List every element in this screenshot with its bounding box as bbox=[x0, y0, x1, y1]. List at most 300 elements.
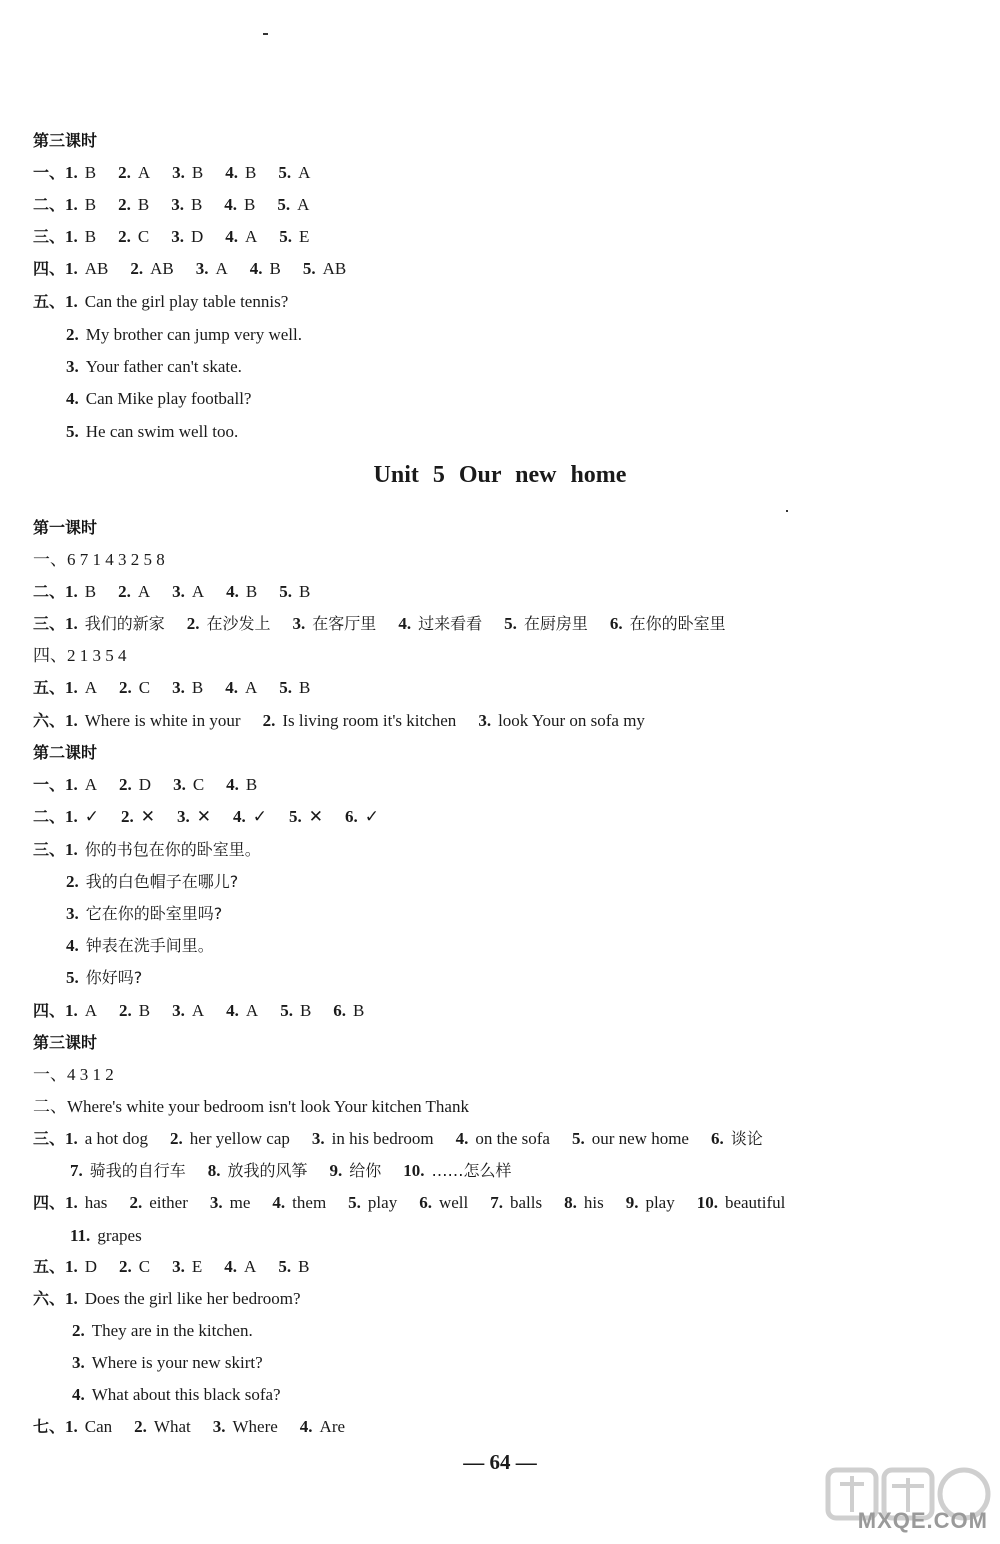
answer-item bbox=[300, 1412, 345, 1442]
answer-text: A bbox=[298, 163, 311, 182]
question-number: 五、 bbox=[33, 292, 66, 311]
answer-item bbox=[65, 254, 108, 284]
answer-item bbox=[272, 1188, 326, 1218]
item-number: 1. bbox=[65, 227, 78, 246]
answer-item bbox=[70, 1156, 186, 1186]
answer-item bbox=[173, 770, 204, 800]
answer-item bbox=[279, 673, 310, 703]
answer-row bbox=[72, 1316, 960, 1346]
answer-item bbox=[65, 1412, 112, 1442]
answer-row bbox=[66, 931, 960, 961]
item-number: 1. bbox=[65, 807, 78, 826]
answer-text: 骑我的自行车 bbox=[89, 1161, 186, 1180]
item-number: 2. bbox=[130, 259, 144, 278]
answer-text: 谈论 bbox=[730, 1129, 763, 1148]
answer-text: B bbox=[84, 163, 97, 182]
answer-text: ✕ bbox=[140, 807, 156, 826]
answer-text: B bbox=[299, 582, 311, 601]
question-number: 二、 bbox=[33, 807, 66, 826]
answer-item bbox=[65, 577, 96, 607]
answer-item bbox=[119, 1252, 150, 1282]
answer-item bbox=[118, 190, 149, 220]
answer-text: A bbox=[244, 678, 258, 697]
item-number: 2. bbox=[118, 582, 131, 601]
item-number: 7. bbox=[70, 1161, 83, 1180]
answer-row bbox=[72, 1380, 960, 1410]
scan-speck bbox=[263, 33, 268, 35]
answer-item bbox=[177, 802, 211, 832]
answer-text: AB bbox=[84, 259, 109, 278]
answer-row bbox=[33, 222, 960, 252]
item-number: 5. bbox=[280, 1001, 293, 1020]
answer-item bbox=[65, 222, 96, 252]
answer-item bbox=[312, 1124, 434, 1154]
answer-item bbox=[171, 222, 203, 252]
answer-text: A bbox=[84, 775, 98, 794]
answer-text: balls bbox=[509, 1193, 543, 1212]
answer-row: 一、6 7 1 4 3 2 5 8 bbox=[33, 550, 165, 569]
item-number: 5. bbox=[279, 582, 293, 601]
answer-text: a hot dog bbox=[84, 1129, 149, 1148]
answer-item bbox=[70, 1221, 142, 1251]
answer-row bbox=[33, 190, 960, 220]
answer-item bbox=[456, 1124, 550, 1154]
item-number: 2. bbox=[186, 614, 200, 633]
answer-row bbox=[33, 706, 960, 736]
item-number: 2. bbox=[118, 163, 131, 182]
answer-item bbox=[419, 1188, 468, 1218]
lesson-heading: 第三课时 bbox=[33, 1033, 98, 1052]
answer-text: A bbox=[84, 678, 98, 697]
item-number: 4. bbox=[66, 389, 79, 408]
answer-text: He can swim well too. bbox=[85, 422, 239, 441]
answer-item bbox=[263, 706, 457, 736]
answer-text: grapes bbox=[97, 1226, 142, 1245]
answer-text: B bbox=[191, 163, 204, 182]
page-number: — 64 — bbox=[463, 1450, 537, 1474]
answer-text: ✕ bbox=[308, 807, 324, 826]
answer-text: 我们的新家 bbox=[84, 614, 165, 633]
answer-item bbox=[65, 996, 97, 1026]
answer-text: C bbox=[192, 775, 205, 794]
item-number: 4. bbox=[455, 1129, 469, 1148]
question-number: 四、 bbox=[33, 259, 66, 278]
item-number: 2. bbox=[66, 872, 79, 891]
item-number: 5. bbox=[302, 259, 316, 278]
answer-item bbox=[121, 802, 155, 832]
answer-text: B bbox=[191, 678, 204, 697]
answer-text: B bbox=[269, 259, 281, 278]
answer-item bbox=[348, 1188, 397, 1218]
answer-row bbox=[33, 609, 960, 639]
answer-item bbox=[130, 254, 173, 284]
answer-text: 它在你的卧室里吗? bbox=[85, 904, 223, 923]
answer-text: his bbox=[583, 1193, 604, 1212]
item-number: 4. bbox=[226, 582, 239, 601]
answer-text: has bbox=[84, 1193, 108, 1212]
answer-text: B bbox=[245, 582, 258, 601]
item-number: 4. bbox=[226, 775, 239, 794]
answer-text: 放我的风筝 bbox=[227, 1161, 308, 1180]
answer-item bbox=[226, 996, 258, 1026]
answer-text: E bbox=[299, 227, 310, 246]
answer-item bbox=[172, 1252, 202, 1282]
answer-text: AB bbox=[150, 259, 174, 278]
answer-row bbox=[33, 1412, 960, 1442]
answer-row bbox=[66, 963, 960, 993]
answer-item bbox=[224, 190, 255, 220]
answer-text: Your father can't skate. bbox=[85, 357, 242, 376]
item-number: 3. bbox=[209, 1193, 223, 1212]
answer-row bbox=[33, 1124, 960, 1154]
answer-item bbox=[172, 996, 204, 1026]
answer-item bbox=[225, 158, 256, 188]
answer-item bbox=[697, 1188, 786, 1218]
answer-row bbox=[33, 577, 960, 607]
answer-text: C bbox=[137, 227, 150, 246]
item-number: 4. bbox=[398, 614, 412, 633]
answer-item bbox=[711, 1124, 763, 1154]
answer-text: A bbox=[245, 1001, 259, 1020]
answer-text: 在客厅里 bbox=[312, 614, 377, 633]
answer-item bbox=[398, 609, 482, 639]
answer-item bbox=[280, 996, 311, 1026]
answer-item bbox=[118, 158, 150, 188]
answer-text: B bbox=[299, 1001, 312, 1020]
answer-item bbox=[172, 673, 203, 703]
item-number: 4. bbox=[224, 195, 238, 214]
answer-text: Where is white in your bbox=[84, 711, 241, 730]
answer-item bbox=[225, 673, 257, 703]
answer-text: A bbox=[84, 1001, 98, 1020]
item-number: 4. bbox=[299, 1417, 313, 1436]
answer-row bbox=[33, 254, 960, 284]
answer-item bbox=[330, 1156, 382, 1186]
answer-text: ✓ bbox=[364, 807, 380, 826]
item-number: 3. bbox=[177, 807, 190, 826]
item-number: 4. bbox=[249, 259, 263, 278]
item-number: 8. bbox=[207, 1161, 221, 1180]
answer-text: Where is your new skirt? bbox=[91, 1353, 263, 1372]
item-number: 3. bbox=[172, 1001, 185, 1020]
answer-item bbox=[119, 673, 150, 703]
question-number: 三、 bbox=[33, 1129, 66, 1148]
item-number: 3. bbox=[171, 227, 184, 246]
item-number: 2. bbox=[262, 711, 276, 730]
question-number: 三、 bbox=[33, 227, 66, 246]
item-number: 5. bbox=[277, 195, 291, 214]
item-number: 1. bbox=[65, 1193, 78, 1212]
item-number: 5. bbox=[571, 1129, 585, 1148]
item-number: 2. bbox=[118, 195, 131, 214]
question-number: 六、 bbox=[33, 711, 66, 730]
item-number: 3. bbox=[172, 582, 185, 601]
item-number: 5. bbox=[348, 1193, 361, 1212]
answer-item bbox=[564, 1188, 604, 1218]
answer-item bbox=[289, 802, 323, 832]
answer-item bbox=[572, 1124, 689, 1154]
answer-text: me bbox=[229, 1193, 251, 1212]
item-number: 5. bbox=[66, 422, 79, 441]
answer-item bbox=[172, 158, 203, 188]
answer-row bbox=[33, 1188, 960, 1218]
answer-row bbox=[66, 867, 960, 897]
answer-item bbox=[65, 802, 99, 832]
item-number: 1. bbox=[65, 614, 78, 633]
item-number: 1. bbox=[65, 1417, 78, 1436]
item-number: 9. bbox=[329, 1161, 343, 1180]
scan-speck bbox=[786, 510, 788, 512]
answer-text: ……怎么样 bbox=[431, 1161, 512, 1180]
item-number: 3. bbox=[72, 1353, 85, 1372]
answer-text: 在你的卧室里 bbox=[629, 614, 726, 633]
answer-text: B bbox=[244, 163, 257, 182]
answer-text: A bbox=[191, 1001, 205, 1020]
item-number: 1. bbox=[65, 1001, 78, 1020]
answer-item bbox=[213, 1412, 278, 1442]
answer-item bbox=[478, 706, 645, 736]
answer-text: A bbox=[191, 582, 205, 601]
question-number: 五、 bbox=[33, 1257, 66, 1276]
answer-item bbox=[187, 609, 271, 639]
answer-item bbox=[119, 996, 150, 1026]
item-number: 1. bbox=[65, 1289, 78, 1308]
item-number: 4. bbox=[272, 1193, 286, 1212]
answer-row bbox=[33, 158, 960, 188]
answer-text: 过来看看 bbox=[418, 614, 483, 633]
item-number: 2. bbox=[170, 1129, 183, 1148]
answer-item bbox=[65, 1188, 107, 1218]
answer-item bbox=[225, 222, 257, 252]
answer-text: They are in the kitchen. bbox=[91, 1321, 253, 1340]
answer-text: Can bbox=[84, 1417, 113, 1436]
item-number: 2. bbox=[119, 678, 132, 697]
answer-item bbox=[303, 254, 346, 284]
answer-item bbox=[172, 577, 204, 607]
answer-text: A bbox=[137, 582, 151, 601]
item-number: 1. bbox=[65, 582, 78, 601]
answer-text: C bbox=[138, 1257, 151, 1276]
item-number: 2. bbox=[134, 1417, 147, 1436]
answer-item bbox=[196, 254, 228, 284]
question-number: 三、 bbox=[33, 840, 66, 859]
answer-text: look Your on sofa my bbox=[498, 711, 645, 730]
item-number: 4. bbox=[224, 1257, 238, 1276]
answer-text: Can the girl play table tennis? bbox=[84, 292, 289, 311]
answer-text: B bbox=[137, 195, 150, 214]
answer-item bbox=[279, 577, 310, 607]
answer-item bbox=[65, 673, 97, 703]
answer-text: our new home bbox=[591, 1129, 689, 1148]
answer-item bbox=[118, 577, 150, 607]
item-number: 6. bbox=[419, 1193, 432, 1212]
answer-text: B bbox=[244, 195, 256, 214]
unit-title: Unit 5 Our new home bbox=[373, 462, 627, 488]
item-number: 6. bbox=[333, 1001, 347, 1020]
answer-item bbox=[293, 609, 377, 639]
answer-item bbox=[226, 770, 257, 800]
answer-text: either bbox=[149, 1193, 188, 1212]
item-number: 2. bbox=[72, 1321, 85, 1340]
answer-item bbox=[250, 254, 281, 284]
answer-text: A bbox=[297, 195, 310, 214]
answer-text: 钟表在洗手间里。 bbox=[85, 936, 214, 955]
answer-item bbox=[65, 1252, 97, 1282]
item-number: 10. bbox=[696, 1193, 718, 1212]
question-number: 二、 bbox=[33, 582, 66, 601]
answer-text: B bbox=[298, 1257, 310, 1276]
answer-item bbox=[490, 1188, 542, 1218]
answer-item bbox=[171, 190, 202, 220]
answer-item bbox=[119, 770, 151, 800]
answer-row bbox=[66, 320, 960, 350]
answer-text: 在厨房里 bbox=[523, 614, 588, 633]
answer-row bbox=[33, 802, 960, 832]
answer-text: her yellow cap bbox=[189, 1129, 290, 1148]
answer-text: B bbox=[190, 195, 203, 214]
answer-item bbox=[224, 1252, 256, 1282]
answer-item bbox=[610, 609, 726, 639]
item-number: 1. bbox=[65, 1257, 78, 1276]
item-number: 1. bbox=[65, 259, 78, 278]
item-number: 1. bbox=[65, 840, 78, 859]
answer-text: B bbox=[84, 195, 97, 214]
item-number: 5. bbox=[278, 163, 292, 182]
item-number: 3. bbox=[66, 904, 79, 923]
item-number: 3. bbox=[171, 195, 184, 214]
answer-text: 你好吗? bbox=[85, 968, 143, 987]
answer-row bbox=[66, 384, 960, 414]
answer-item bbox=[129, 1188, 187, 1218]
answer-text: What about this black sofa? bbox=[91, 1385, 281, 1404]
answer-text: A bbox=[137, 163, 151, 182]
item-number: 2. bbox=[121, 807, 134, 826]
answer-item bbox=[65, 190, 96, 220]
item-number: 3. bbox=[173, 775, 186, 794]
item-number: 3. bbox=[172, 1257, 185, 1276]
item-number: 2. bbox=[119, 1257, 132, 1276]
answer-item bbox=[345, 802, 379, 832]
answer-text: well bbox=[438, 1193, 469, 1212]
item-number: 4. bbox=[226, 1001, 239, 1020]
answer-row bbox=[66, 417, 960, 447]
answer-text: in his bedroom bbox=[331, 1129, 434, 1148]
question-number: 一、 bbox=[33, 163, 66, 182]
answer-text: 在沙发上 bbox=[206, 614, 271, 633]
item-number: 8. bbox=[564, 1193, 577, 1212]
item-number: 6. bbox=[345, 807, 358, 826]
question-number: 五、 bbox=[33, 678, 66, 697]
item-number: 1. bbox=[65, 292, 78, 311]
item-number: 3. bbox=[311, 1129, 325, 1148]
item-number: 1. bbox=[65, 195, 78, 214]
item-number: 4. bbox=[225, 227, 238, 246]
answer-row bbox=[66, 899, 960, 929]
item-number: 2. bbox=[119, 1001, 132, 1020]
item-number: 3. bbox=[292, 614, 306, 633]
item-number: 9. bbox=[625, 1193, 639, 1212]
question-number: 一、 bbox=[33, 775, 66, 794]
item-number: 1. bbox=[65, 711, 78, 730]
answer-text: on the sofa bbox=[475, 1129, 550, 1148]
answer-row bbox=[33, 1284, 960, 1314]
answer-item bbox=[277, 190, 309, 220]
item-number: 2. bbox=[129, 1193, 143, 1212]
item-number: 4. bbox=[72, 1385, 85, 1404]
lesson-heading: 第三课时 bbox=[33, 131, 98, 150]
answer-item bbox=[134, 1412, 191, 1442]
item-number: 5. bbox=[278, 1257, 292, 1276]
answer-row: 四、2 1 3 5 4 bbox=[33, 646, 127, 665]
answer-text: What bbox=[153, 1417, 191, 1436]
answer-item bbox=[333, 996, 364, 1026]
item-number: 1. bbox=[65, 163, 78, 182]
answer-text: E bbox=[191, 1257, 203, 1276]
answer-text: play bbox=[645, 1193, 675, 1212]
answer-item bbox=[208, 1156, 308, 1186]
answer-row: 二、Where's white your bedroom isn't look Your kitchen Thank bbox=[33, 1097, 469, 1116]
answer-item bbox=[170, 1124, 290, 1154]
answer-text: 给你 bbox=[349, 1161, 382, 1180]
item-number: 2. bbox=[119, 775, 132, 794]
answer-row bbox=[66, 352, 960, 382]
item-number: 6. bbox=[609, 614, 623, 633]
answer-text: 我的白色帽子在哪儿? bbox=[85, 872, 239, 891]
answer-item bbox=[233, 802, 267, 832]
answer-row: 一、4 3 1 2 bbox=[33, 1065, 114, 1084]
answer-row bbox=[33, 673, 960, 703]
answer-text: D bbox=[190, 227, 204, 246]
item-number: 5. bbox=[279, 678, 293, 697]
item-number: 6. bbox=[710, 1129, 724, 1148]
answer-text: B bbox=[353, 1001, 365, 1020]
answer-item bbox=[118, 222, 149, 252]
answer-item bbox=[65, 158, 96, 188]
item-number: 10. bbox=[403, 1161, 425, 1180]
item-number: 2. bbox=[66, 325, 79, 344]
item-number: 3. bbox=[478, 711, 492, 730]
answer-text: B bbox=[84, 582, 97, 601]
item-number: 1. bbox=[65, 678, 78, 697]
item-number: 4. bbox=[233, 807, 246, 826]
question-number: 四、 bbox=[33, 1001, 66, 1020]
answer-row bbox=[70, 1221, 960, 1251]
item-number: 4. bbox=[66, 936, 79, 955]
answer-item bbox=[65, 609, 165, 639]
answer-text: D bbox=[84, 1257, 98, 1276]
answer-text: ✓ bbox=[84, 807, 100, 826]
answer-item bbox=[403, 1156, 511, 1186]
answer-item bbox=[65, 770, 97, 800]
watermark-text: MXQE.COM bbox=[857, 1508, 988, 1533]
answer-text: them bbox=[292, 1193, 327, 1212]
answer-item bbox=[626, 1188, 675, 1218]
item-number: 7. bbox=[490, 1193, 503, 1212]
item-number: 4. bbox=[225, 163, 238, 182]
item-number: 3. bbox=[212, 1417, 226, 1436]
answer-row bbox=[70, 1156, 960, 1186]
item-number: 5. bbox=[279, 227, 293, 246]
answer-text: ✓ bbox=[252, 807, 268, 826]
lesson-heading: 第二课时 bbox=[33, 743, 98, 762]
answer-text: A bbox=[244, 1257, 257, 1276]
answer-row bbox=[33, 770, 960, 800]
answer-text: B bbox=[84, 227, 97, 246]
answer-text: B bbox=[299, 678, 311, 697]
answer-text: Where bbox=[232, 1417, 278, 1436]
item-number: 4. bbox=[225, 678, 238, 697]
item-number: 3. bbox=[66, 357, 79, 376]
